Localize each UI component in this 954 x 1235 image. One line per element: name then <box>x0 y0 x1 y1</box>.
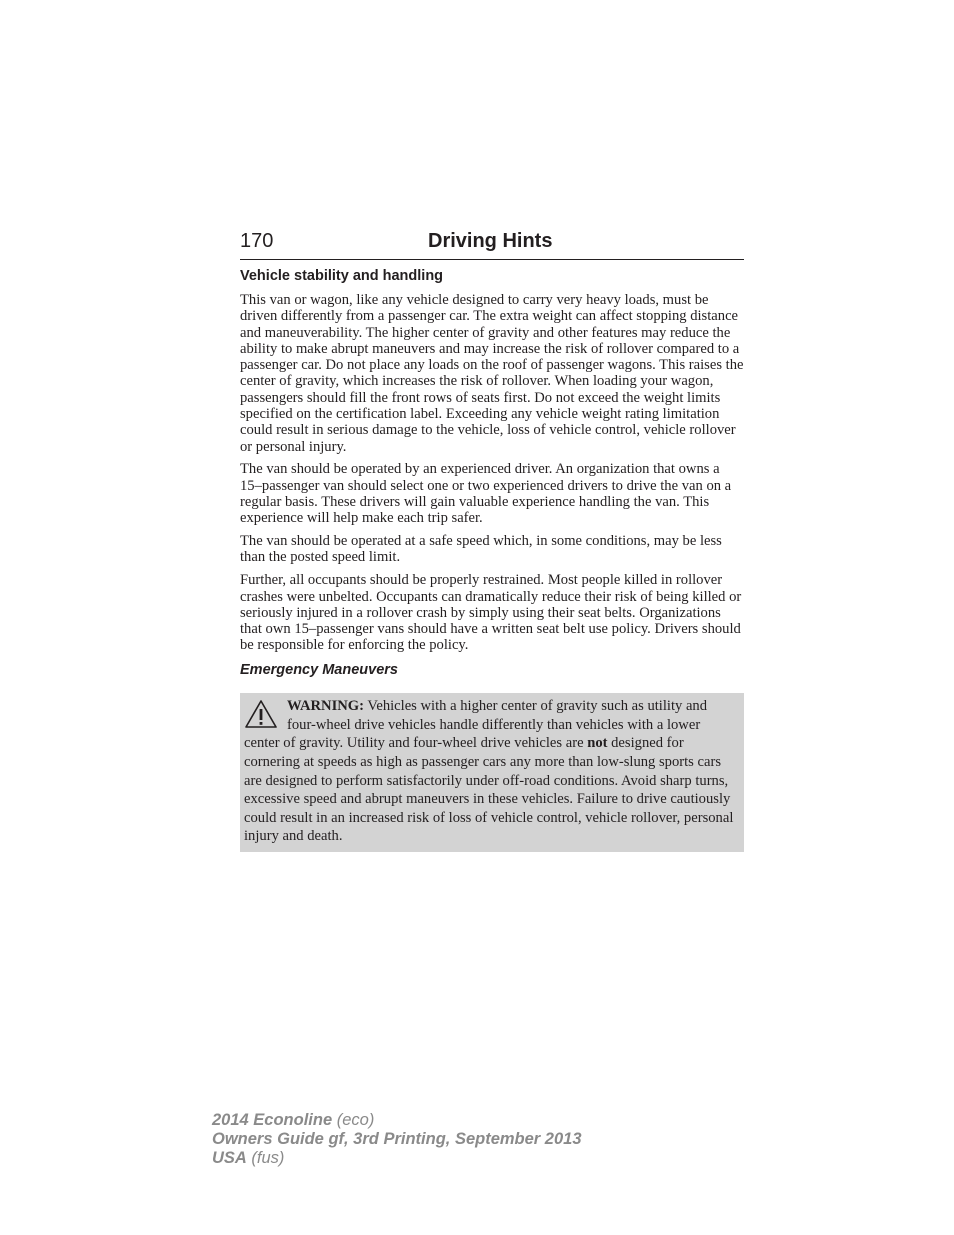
footer-line-3 <box>212 1149 582 1168</box>
footer-model-code: (eco) <box>332 1111 375 1129</box>
footer-model: 2014 Econoline <box>212 1111 333 1129</box>
paragraph-3: The van should be operated at a safe speed which, in some conditions, may be less than the posted speed limit. <box>240 533 722 566</box>
warning-text-part-2: designed for cornering at speeds as high as passenger cars any more than low-slung sports cars are designed to perform satisfactorily under off-road conditions. Avoid sharp turns, excessive speed and abrupt maneuvers in these vehicles. Failure to drive cautiously could result in an increased risk of loss of vehicle control, vehicle rollover, personal injury and death. <box>244 735 734 845</box>
footer-line-1 <box>212 1111 582 1130</box>
footer-market: USA <box>212 1149 247 1167</box>
warning-label: WARNING: <box>287 698 365 715</box>
page-content <box>240 266 744 852</box>
warning-text-part-1: Vehicles with a higher center of gravity such as utility and four-wheel drive vehicles handle differently than vehicles with a lower center of gravity. Utility and four-wheel drive vehicles are <box>244 698 708 752</box>
paragraph-1: This van or wagon, like any vehicle designed to carry very heavy loads, must be driven differently from a passenger car. The extra weight can affect stopping distance and maneuverability. The higher center of gravity and other features may reduce the ability to make abrupt maneuvers and may increase the risk of rollover compared to a passenger car. Do not place any loads on the roof of passenger wagons. This raises the center of gravity, which increases the risk of rollover. When loading your wagon, passengers should fill the front rows of seats first. Do not exceed the weight limits specified on the certification label. Exceeding any vehicle weight rating limitation could result in serious damage to the vehicle, loss of vehicle control, vehicle rollover or personal injury. <box>240 292 744 455</box>
footer-line-2: Owners Guide gf, 3rd Printing, September 2013 <box>212 1130 582 1148</box>
page-number: 170 <box>240 230 274 252</box>
warning-emphasis: not <box>587 735 608 752</box>
paragraph-4: Further, all occupants should be properly restrained. Most people killed in rollover crashes were unbelted. Occupants can dramatically reduce their risk of being killed or seriously injured in a rollover crash by simply using their seat belts. Organizations that own 15–passenger vans should have a written seat belt use policy. Drivers should be responsible for enforcing the policy. <box>240 572 742 654</box>
footer-market-code: (fus) <box>246 1149 285 1167</box>
warning-box <box>240 693 744 852</box>
page-footer <box>212 1111 582 1168</box>
warning-triangle-icon <box>244 698 278 730</box>
section-heading-vehicle-stability: Vehicle stability and handling <box>240 268 444 284</box>
chapter-title: Driving Hints <box>428 230 553 252</box>
paragraph-2: The van should be operated by an experienced driver. An organization that owns a 15–passenger van should select one or two experienced drivers to drive the van on a regular basis. These drivers will gain valuable experience handling the van. This experience will help make each trip safer. <box>240 461 732 527</box>
section-heading-emergency-maneuvers: Emergency Maneuvers <box>240 662 398 679</box>
page-header <box>240 228 744 260</box>
